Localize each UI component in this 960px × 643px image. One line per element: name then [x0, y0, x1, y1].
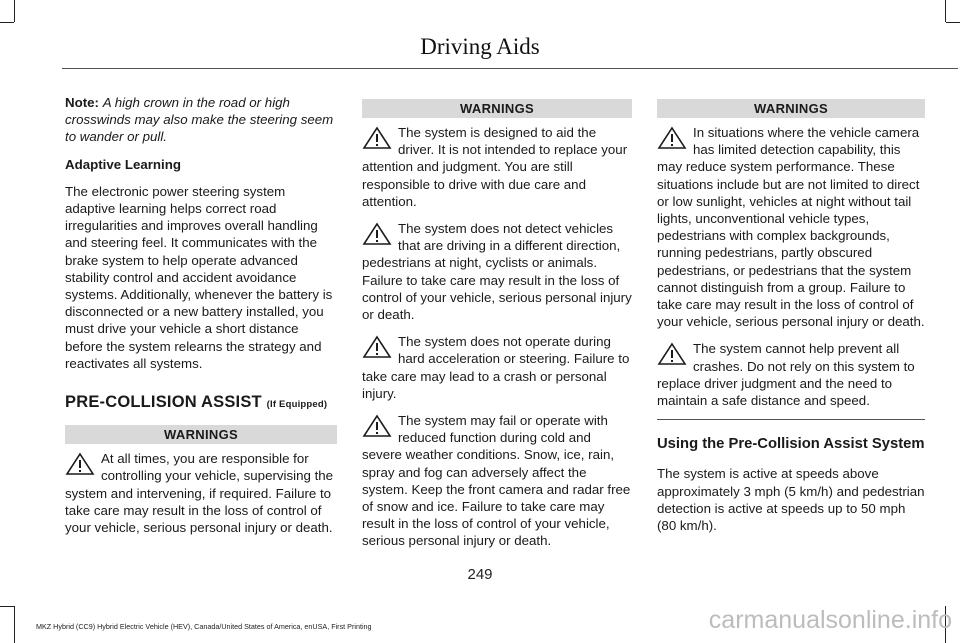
warning-item [657, 340, 925, 409]
crop-mark-bottom-left [14, 606, 15, 643]
warnings-header: WARNINGS [65, 425, 337, 444]
crop-mark-top-right-h [946, 22, 960, 23]
note-paragraph [65, 94, 337, 146]
warning-text: The system cannot help prevent all crashes. Do not rely on this system to replace driver judgment and the need to maintain a safe distance and speed. [657, 341, 915, 409]
warning-triangle-icon [362, 335, 392, 359]
watermark: carmanualsonline.info [708, 606, 952, 634]
warning-triangle-icon [362, 126, 392, 150]
adaptive-learning-body: The electronic power steering system adaptive learning helps correct road irregularities and improves overall handling and steering feel. It communicates with the brake system to help operate advanced stability control and accident avoidance systems. Additionally, whenever the battery is disconnected or a new battery installed, you must drive your vehicle a short distance before the system relearns the strategy and reactivates all systems. [65, 183, 333, 371]
warning-text: At all times, you are responsible for controlling your vehicle, supervising the system and intervening, if required. Failure to take care may result in the loss of control of your vehicle, serious personal injury or death. [65, 451, 334, 536]
footer-text: MKZ Hybrid (CC9) Hybrid Electric Vehicle (HEV), Canada/United States of America, enUSA, First Printing [36, 622, 372, 631]
warning-item [362, 124, 632, 210]
column-1 [65, 94, 337, 546]
warning-text: The system does not operate during hard acceleration or steering. Failure to take care may lead to a crash or personal injury. [362, 334, 630, 401]
warning-triangle-icon [362, 414, 392, 438]
note-text: A high crown in the road or high crosswinds may also make the steering seem to wander or pull. [65, 95, 334, 145]
section-heading-pre-collision [65, 394, 337, 413]
section-divider [657, 419, 925, 420]
subheading-using-pre-collision-assist: Using the Pre-Collision Assist System [657, 436, 925, 453]
warning-triangle-icon [65, 452, 95, 476]
warning-text: The system is designed to aid the driver. It is not intended to replace your attention and judgment. You are still responsible to drive with due care and attention. [362, 125, 628, 209]
warnings-header: WARNINGS [657, 99, 925, 118]
warning-triangle-icon [362, 222, 392, 246]
crop-mark-top-left-h [0, 22, 14, 23]
column-3 [657, 99, 925, 544]
section-heading-text: PRE-COLLISION ASSIST [65, 393, 262, 412]
warnings-header: WARNINGS [362, 99, 632, 118]
warning-item [657, 124, 925, 330]
warning-triangle-icon [657, 126, 687, 150]
section-heading-suffix: (If Equipped) [266, 399, 328, 411]
crop-mark-top-right [945, 0, 946, 22]
warning-text: The system does not detect vehicles that are driving in a different direction, pedestrians at night, cyclists or animals. Failure to take care may result in the loss of control of your vehicle, serious personal injury or death. [362, 221, 632, 323]
using-system-body: The system is active at speeds above approximately 3 mph (5 km/h) and pedestrian detection is active at speeds up to 50 mph (80 km/h). [657, 466, 925, 534]
page-number: 249 [467, 566, 493, 583]
warning-item [362, 412, 632, 550]
column-2 [362, 99, 632, 560]
crop-mark-bottom-left-h [0, 606, 14, 607]
title-divider [62, 68, 958, 69]
warning-triangle-icon [657, 342, 687, 366]
note-label: Note: [65, 95, 99, 110]
crop-mark-top-left [14, 0, 15, 22]
page-title: Driving Aids [420, 34, 540, 59]
warning-item [65, 450, 337, 536]
warning-text: The system may fail or operate with reduced function during cold and severe weather conditions. Snow, ice, rain, spray and fog can adversely affect the system. Keep the front camera and radar free of snow and ice. Failure to take care may result in the loss of control of your vehicle, serious personal injury or death. [362, 413, 631, 549]
subheading-adaptive-learning: Adaptive Learning [65, 156, 181, 172]
warning-item [362, 333, 632, 402]
warning-item [362, 220, 632, 323]
warning-text: In situations where the vehicle camera has limited detection capability, this may reduce system performance. These situations include but are not limited to direct or low sunlight, vehicles at night without tail lights, unconventional vehicle types, pedestrians with complex backgrounds, running pedestrians, partly obscured pedestrians, or pedestrians that the system cannot distinguish from a group. Failure to take care may result in the loss of control of your vehicle, serious personal injury or death. [657, 125, 925, 330]
